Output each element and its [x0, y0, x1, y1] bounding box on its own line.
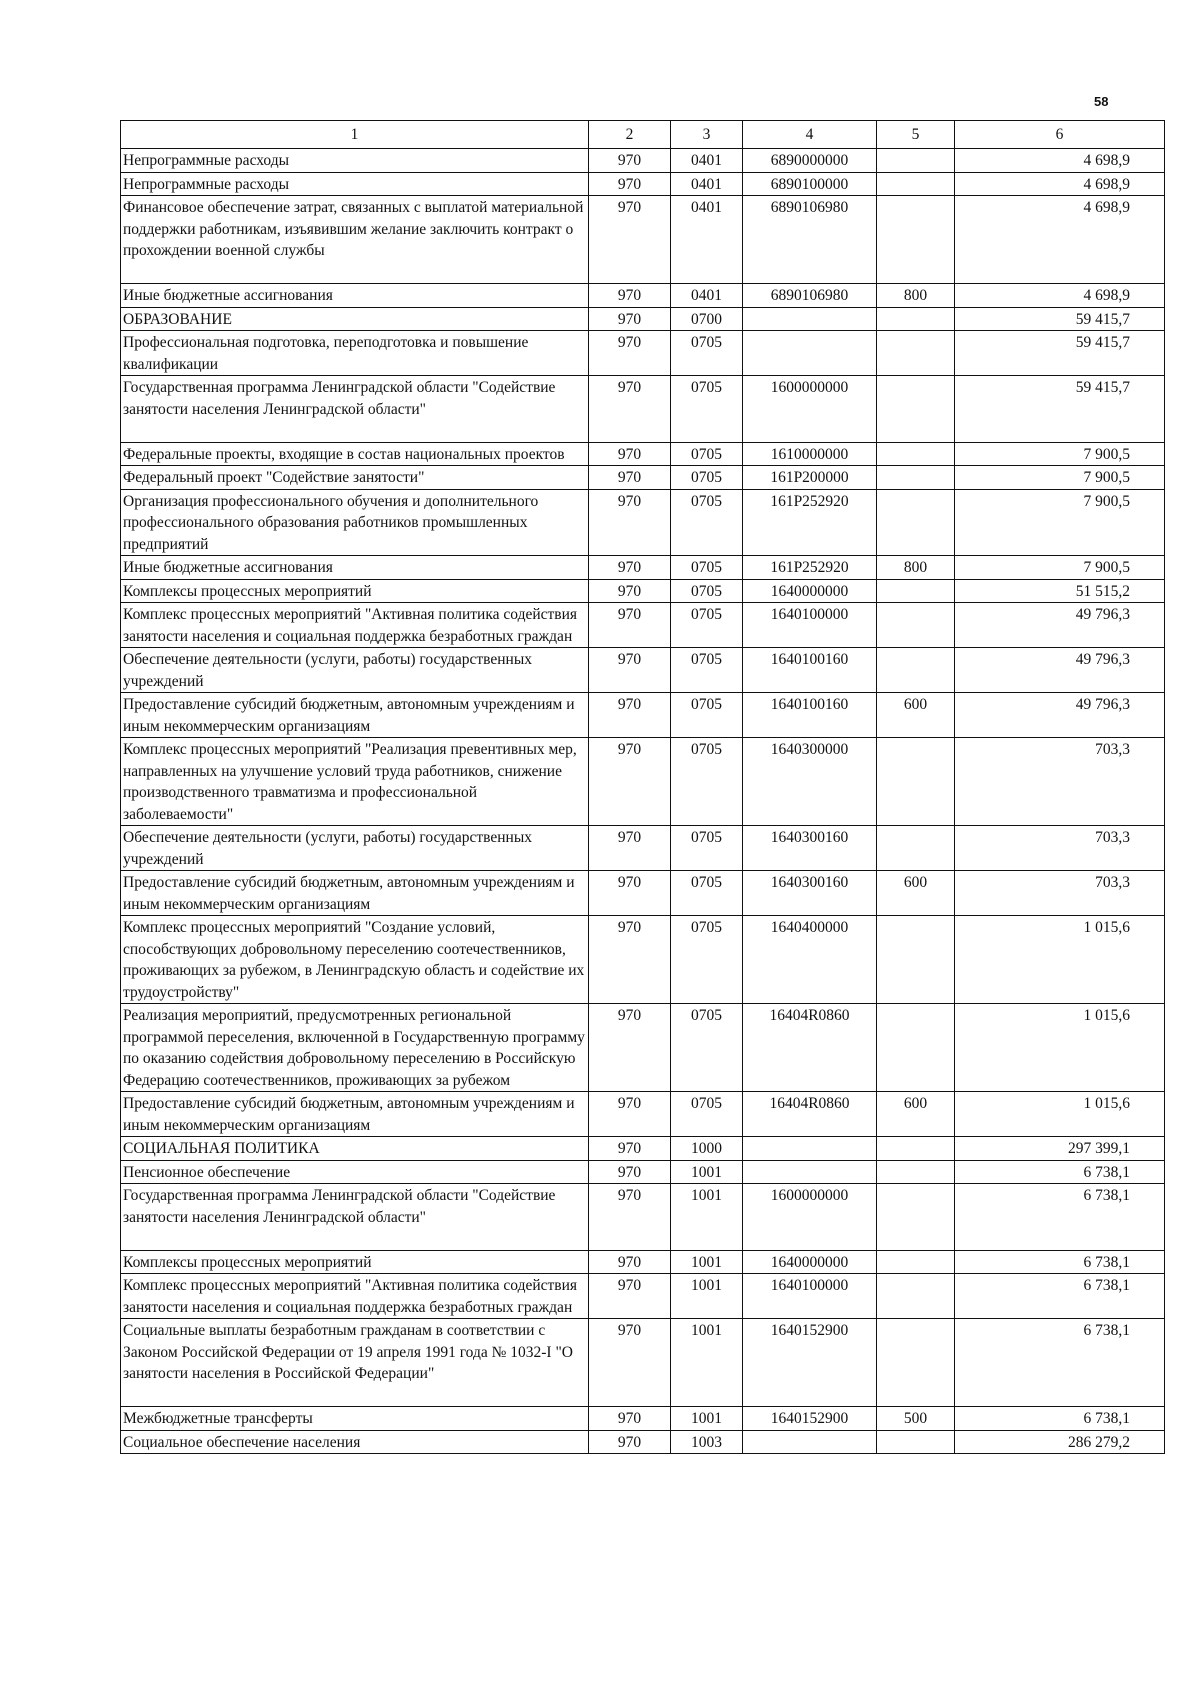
- row-name: Предоставление субсидий бюджетным, автономным учреждениям и иным некоммерческим организациям: [121, 871, 589, 916]
- row-admin-code: 970: [589, 489, 671, 556]
- column-header: 5: [877, 121, 955, 149]
- row-name: ОБРАЗОВАНИЕ: [121, 307, 589, 331]
- row-name: Комплекс процессных мероприятий "Активная политика содействия занятости населения и социальная поддержка безработных граждан: [121, 603, 589, 648]
- row-sum: 703,3: [955, 826, 1165, 871]
- table-row: [121, 693, 1165, 738]
- row-name: Профессиональная подготовка, переподготовка и повышение квалификации: [121, 331, 589, 376]
- row-sum: 6 738,1: [955, 1274, 1165, 1319]
- row-sum: 59 415,7: [955, 307, 1165, 331]
- row-admin-code: 970: [589, 916, 671, 1004]
- row-section-code: 0401: [671, 284, 743, 308]
- table-row: [121, 603, 1165, 648]
- row-name: Комплекс процессных мероприятий "Реализация превентивных мер, направленных на улучшение условий труда работников, снижение производственного травматизма и профессиональной заболеваемости": [121, 738, 589, 826]
- row-expense-type: 600: [877, 1092, 955, 1137]
- row-sum: 59 415,7: [955, 376, 1165, 443]
- row-expense-type: [877, 738, 955, 826]
- row-admin-code: 970: [589, 376, 671, 443]
- row-target-code: 1640100160: [743, 693, 877, 738]
- row-section-code: 0705: [671, 603, 743, 648]
- row-admin-code: 970: [589, 693, 671, 738]
- row-expense-type: [877, 149, 955, 173]
- table-row: [121, 556, 1165, 580]
- row-section-code: 0705: [671, 648, 743, 693]
- row-expense-type: [877, 579, 955, 603]
- row-sum: 4 698,9: [955, 196, 1165, 284]
- row-expense-type: [877, 196, 955, 284]
- row-sum: 4 698,9: [955, 172, 1165, 196]
- table-row: [121, 442, 1165, 466]
- row-sum: 6 738,1: [955, 1160, 1165, 1184]
- table-row: [121, 149, 1165, 173]
- row-name: Социальные выплаты безработным гражданам в соответствии с Законом Российской Федерации от 19 апреля 1991 года № 1032-I "О занятости населения в Российской Федерации": [121, 1319, 589, 1407]
- row-name: Непрограммные расходы: [121, 172, 589, 196]
- row-target-code: [743, 307, 877, 331]
- row-section-code: 1001: [671, 1250, 743, 1274]
- row-name: Иные бюджетные ассигнования: [121, 556, 589, 580]
- row-target-code: 1610000000: [743, 442, 877, 466]
- row-target-code: 1640300160: [743, 826, 877, 871]
- row-target-code: 6890000000: [743, 149, 877, 173]
- row-sum: 1 015,6: [955, 1092, 1165, 1137]
- row-expense-type: [877, 307, 955, 331]
- table-row: [121, 466, 1165, 490]
- row-admin-code: 970: [589, 1274, 671, 1319]
- column-header: 6: [955, 121, 1165, 149]
- table-row: [121, 1137, 1165, 1161]
- row-target-code: 161P200000: [743, 466, 877, 490]
- row-section-code: 1001: [671, 1160, 743, 1184]
- column-header: 3: [671, 121, 743, 149]
- row-expense-type: [877, 1430, 955, 1454]
- row-sum: 7 900,5: [955, 489, 1165, 556]
- row-sum: 703,3: [955, 871, 1165, 916]
- table-row: [121, 489, 1165, 556]
- row-sum: 1 015,6: [955, 916, 1165, 1004]
- table-row: [121, 331, 1165, 376]
- column-header: 1: [121, 121, 589, 149]
- table-body: [121, 149, 1165, 1454]
- row-sum: 6 738,1: [955, 1319, 1165, 1407]
- row-target-code: 1640400000: [743, 916, 877, 1004]
- row-section-code: 0705: [671, 442, 743, 466]
- row-sum: 7 900,5: [955, 556, 1165, 580]
- page-number: 58: [1094, 94, 1109, 109]
- row-name: Обеспечение деятельности (услуги, работы) государственных учреждений: [121, 826, 589, 871]
- row-admin-code: 970: [589, 738, 671, 826]
- row-admin-code: 970: [589, 871, 671, 916]
- row-target-code: 161P252920: [743, 556, 877, 580]
- row-expense-type: [877, 442, 955, 466]
- table-row: [121, 1430, 1165, 1454]
- row-target-code: 1640100160: [743, 648, 877, 693]
- row-expense-type: [877, 376, 955, 443]
- column-header: 2: [589, 121, 671, 149]
- row-target-code: [743, 331, 877, 376]
- row-section-code: 0705: [671, 579, 743, 603]
- row-section-code: 1001: [671, 1274, 743, 1319]
- row-target-code: 16404R0860: [743, 1092, 877, 1137]
- row-expense-type: [877, 1319, 955, 1407]
- row-target-code: 1640100000: [743, 1274, 877, 1319]
- row-name: Государственная программа Ленинградской области "Содействие занятости населения Ленинградской области": [121, 376, 589, 443]
- row-sum: 1 015,6: [955, 1004, 1165, 1092]
- row-section-code: 0705: [671, 466, 743, 490]
- table-row: [121, 1319, 1165, 1407]
- row-sum: 7 900,5: [955, 442, 1165, 466]
- row-target-code: 6890106980: [743, 196, 877, 284]
- row-admin-code: 970: [589, 556, 671, 580]
- row-sum: 286 279,2: [955, 1430, 1165, 1454]
- row-sum: 49 796,3: [955, 648, 1165, 693]
- table-row: [121, 826, 1165, 871]
- row-sum: 297 399,1: [955, 1137, 1165, 1161]
- row-admin-code: 970: [589, 1430, 671, 1454]
- row-expense-type: [877, 331, 955, 376]
- table-row: [121, 1160, 1165, 1184]
- row-name: Федеральные проекты, входящие в состав национальных проектов: [121, 442, 589, 466]
- row-expense-type: 600: [877, 871, 955, 916]
- row-admin-code: 970: [589, 307, 671, 331]
- table-row: [121, 1092, 1165, 1137]
- row-name: Комплекс процессных мероприятий "Создание условий, способствующих добровольному переселению соотечественников, проживающих за рубежом, в Ленинградскую область и содействие их трудоустройству": [121, 916, 589, 1004]
- row-admin-code: 970: [589, 1250, 671, 1274]
- row-admin-code: 970: [589, 149, 671, 173]
- row-sum: 6 738,1: [955, 1184, 1165, 1251]
- table-row: [121, 738, 1165, 826]
- row-section-code: 1000: [671, 1137, 743, 1161]
- row-admin-code: 970: [589, 579, 671, 603]
- row-target-code: 1640300000: [743, 738, 877, 826]
- row-admin-code: 970: [589, 442, 671, 466]
- table-row: [121, 579, 1165, 603]
- row-expense-type: [877, 1004, 955, 1092]
- table-row: [121, 1407, 1165, 1431]
- row-admin-code: 970: [589, 1092, 671, 1137]
- row-section-code: 0401: [671, 196, 743, 284]
- row-expense-type: [877, 466, 955, 490]
- row-name: Комплекс процессных мероприятий "Активная политика содействия занятости населения и социальная поддержка безработных граждан: [121, 1274, 589, 1319]
- row-admin-code: 970: [589, 603, 671, 648]
- row-target-code: 1640152900: [743, 1407, 877, 1431]
- row-section-code: 0401: [671, 172, 743, 196]
- row-name: Иные бюджетные ассигнования: [121, 284, 589, 308]
- row-admin-code: 970: [589, 1319, 671, 1407]
- row-admin-code: 970: [589, 331, 671, 376]
- column-header: 4: [743, 121, 877, 149]
- row-sum: 703,3: [955, 738, 1165, 826]
- row-sum: 4 698,9: [955, 284, 1165, 308]
- row-name: Комплексы процессных мероприятий: [121, 579, 589, 603]
- row-admin-code: 970: [589, 284, 671, 308]
- row-expense-type: [877, 172, 955, 196]
- row-section-code: 0705: [671, 489, 743, 556]
- row-expense-type: [877, 1160, 955, 1184]
- row-name: Реализация мероприятий, предусмотренных региональной программой переселения, включенной в Государственную программу по оказанию содействия добровольному переселению в Российскую Федерацию соотечественников, проживающих за рубежом: [121, 1004, 589, 1092]
- row-target-code: [743, 1430, 877, 1454]
- row-expense-type: 800: [877, 284, 955, 308]
- row-target-code: 16404R0860: [743, 1004, 877, 1092]
- row-section-code: 0401: [671, 149, 743, 173]
- row-section-code: 0705: [671, 738, 743, 826]
- row-sum: 4 698,9: [955, 149, 1165, 173]
- table-row: [121, 916, 1165, 1004]
- row-name: Социальное обеспечение населения: [121, 1430, 589, 1454]
- row-sum: 6 738,1: [955, 1407, 1165, 1431]
- row-name: Непрограммные расходы: [121, 149, 589, 173]
- table-row: [121, 1274, 1165, 1319]
- row-section-code: 1003: [671, 1430, 743, 1454]
- row-name: Предоставление субсидий бюджетным, автономным учреждениям и иным некоммерческим организациям: [121, 1092, 589, 1137]
- row-target-code: 1600000000: [743, 376, 877, 443]
- row-target-code: 1640100000: [743, 603, 877, 648]
- row-section-code: 0705: [671, 693, 743, 738]
- row-expense-type: [877, 1250, 955, 1274]
- row-sum: 49 796,3: [955, 693, 1165, 738]
- row-section-code: 1001: [671, 1319, 743, 1407]
- row-admin-code: 970: [589, 1137, 671, 1161]
- row-name: Межбюджетные трансферты: [121, 1407, 589, 1431]
- table-row: [121, 196, 1165, 284]
- row-target-code: 6890106980: [743, 284, 877, 308]
- row-expense-type: 600: [877, 693, 955, 738]
- row-name: Финансовое обеспечение затрат, связанных с выплатой материальной поддержки работникам, изъявившим желание заключить контракт о прохождении военной службы: [121, 196, 589, 284]
- row-section-code: 0705: [671, 871, 743, 916]
- row-admin-code: 970: [589, 196, 671, 284]
- row-name: Государственная программа Ленинградской области "Содействие занятости населения Ленинградской области": [121, 1184, 589, 1251]
- row-target-code: 1640152900: [743, 1319, 877, 1407]
- row-target-code: [743, 1160, 877, 1184]
- row-section-code: 1001: [671, 1407, 743, 1431]
- row-name: Комплексы процессных мероприятий: [121, 1250, 589, 1274]
- row-target-code: 6890100000: [743, 172, 877, 196]
- row-expense-type: [877, 489, 955, 556]
- table-row: [121, 871, 1165, 916]
- row-sum: 7 900,5: [955, 466, 1165, 490]
- row-target-code: 161P252920: [743, 489, 877, 556]
- row-name: Обеспечение деятельности (услуги, работы) государственных учреждений: [121, 648, 589, 693]
- table-row: [121, 648, 1165, 693]
- row-section-code: 0705: [671, 1092, 743, 1137]
- row-admin-code: 970: [589, 826, 671, 871]
- row-section-code: 0705: [671, 916, 743, 1004]
- row-admin-code: 970: [589, 1004, 671, 1092]
- row-section-code: 1001: [671, 1184, 743, 1251]
- row-sum: 49 796,3: [955, 603, 1165, 648]
- row-name: Предоставление субсидий бюджетным, автономным учреждениям и иным некоммерческим организациям: [121, 693, 589, 738]
- row-target-code: 1600000000: [743, 1184, 877, 1251]
- row-name: Пенсионное обеспечение: [121, 1160, 589, 1184]
- table-row: [121, 284, 1165, 308]
- budget-table: [120, 120, 1165, 1454]
- row-target-code: 1640300160: [743, 871, 877, 916]
- row-name: Организация профессионального обучения и дополнительного профессионального образования работников промышленных предприятий: [121, 489, 589, 556]
- row-admin-code: 970: [589, 172, 671, 196]
- table-row: [121, 376, 1165, 443]
- row-expense-type: [877, 916, 955, 1004]
- row-admin-code: 970: [589, 1407, 671, 1431]
- table-row: [121, 307, 1165, 331]
- row-admin-code: 970: [589, 466, 671, 490]
- row-name: СОЦИАЛЬНАЯ ПОЛИТИКА: [121, 1137, 589, 1161]
- row-target-code: [743, 1137, 877, 1161]
- row-expense-type: [877, 603, 955, 648]
- row-expense-type: [877, 1184, 955, 1251]
- row-expense-type: [877, 1137, 955, 1161]
- row-expense-type: 800: [877, 556, 955, 580]
- table-row: [121, 172, 1165, 196]
- table-header-row: [121, 121, 1165, 149]
- row-expense-type: 500: [877, 1407, 955, 1431]
- row-section-code: 0705: [671, 556, 743, 580]
- row-sum: 59 415,7: [955, 331, 1165, 376]
- row-target-code: 1640000000: [743, 579, 877, 603]
- row-section-code: 0705: [671, 826, 743, 871]
- row-sum: 6 738,1: [955, 1250, 1165, 1274]
- row-admin-code: 970: [589, 1184, 671, 1251]
- row-target-code: 1640000000: [743, 1250, 877, 1274]
- table-row: [121, 1184, 1165, 1251]
- row-expense-type: [877, 1274, 955, 1319]
- row-section-code: 0700: [671, 307, 743, 331]
- table-row: [121, 1250, 1165, 1274]
- row-section-code: 0705: [671, 376, 743, 443]
- row-section-code: 0705: [671, 331, 743, 376]
- row-admin-code: 970: [589, 648, 671, 693]
- row-sum: 51 515,2: [955, 579, 1165, 603]
- row-name: Федеральный проект "Содействие занятости": [121, 466, 589, 490]
- row-section-code: 0705: [671, 1004, 743, 1092]
- row-admin-code: 970: [589, 1160, 671, 1184]
- table-row: [121, 1004, 1165, 1092]
- row-expense-type: [877, 648, 955, 693]
- row-expense-type: [877, 826, 955, 871]
